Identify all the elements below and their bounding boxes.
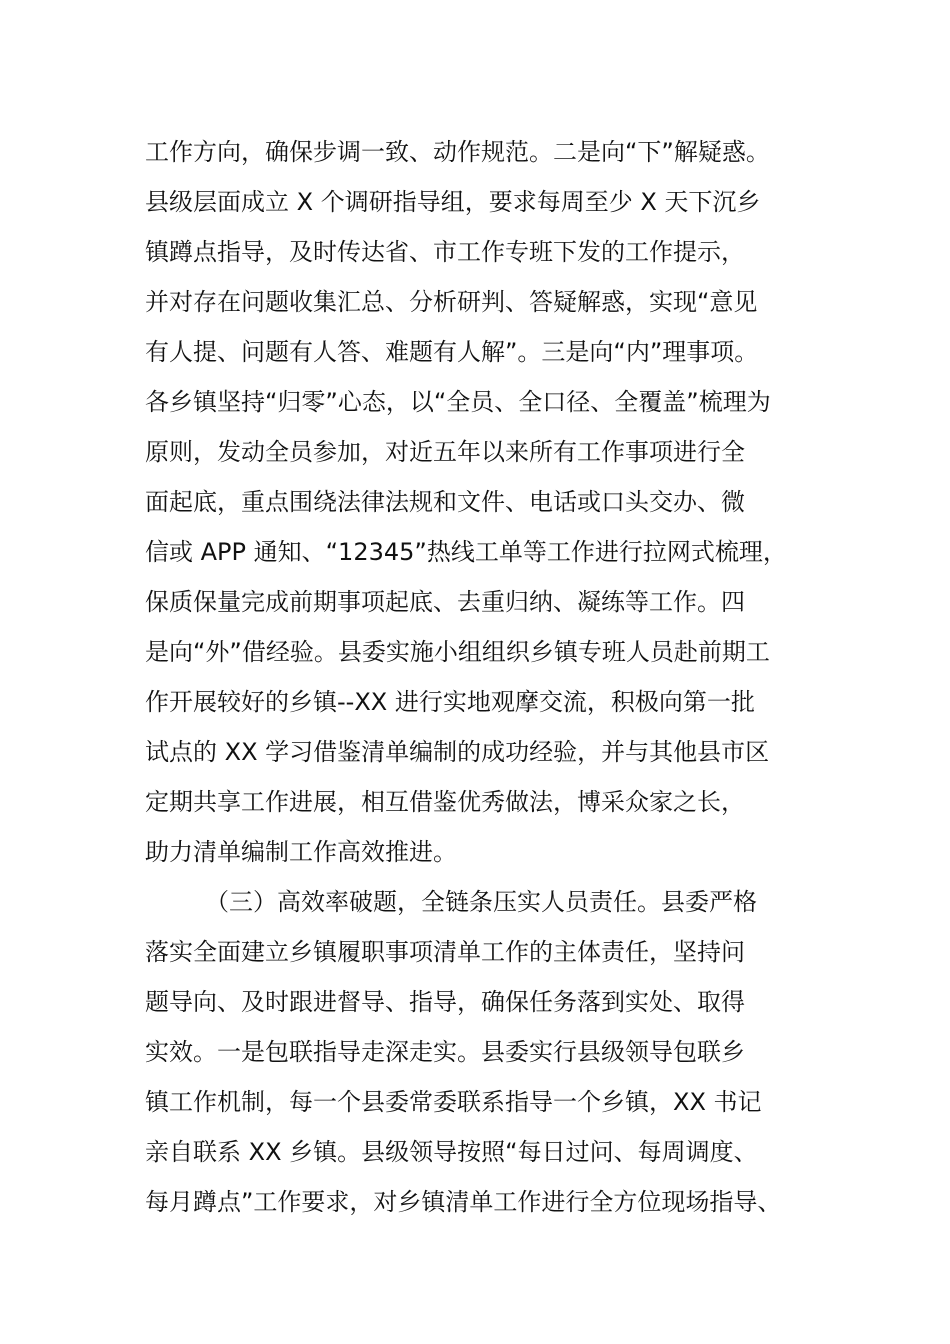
text-line: 有人提、问题有人答、难题有人解”。三是向“内”理事项。 (145, 338, 759, 366)
text-line: 定期共享工作进展，相互借鉴优秀做法，博采众家之长， (145, 788, 745, 816)
text-line: 镇工作机制，每一个县委常委联系指导一个乡镇，XX 书记 (145, 1088, 762, 1116)
section-heading-line: （三）高效率破题，全链条压实人员责任。县委严格 (205, 888, 757, 916)
text-line: 落实全面建立乡镇履职事项清单工作的主体责任，坚持问 (145, 938, 745, 966)
text-line: 每月蹲点”工作要求，对乡镇清单工作进行全方位现场指导、 (145, 1188, 782, 1216)
text-line: 试点的 XX 学习借鉴清单编制的成功经验，并与其他县市区 (145, 738, 770, 766)
text-line: 县级层面成立 X 个调研指导组，要求每周至少 X 天下沉乡 (145, 188, 761, 216)
text-line: 保质保量完成前期事项起底、去重归纳、凝练等工作。四 (145, 588, 745, 616)
text-line: 题导向、及时跟进督导、指导，确保任务落到实处、取得 (145, 988, 745, 1016)
text-line: 信或 APP 通知、“12345”热线工单等工作进行拉网式梳理， (145, 538, 787, 566)
text-line: 镇蹲点指导，及时传达省、市工作专班下发的工作提示， (145, 238, 745, 266)
body-text (145, 127, 825, 1227)
text-line: 并对存在问题收集汇总、分析研判、答疑解惑，实现“意见 (145, 288, 758, 316)
text-line: 原则，发动全员参加，对近五年以来所有工作事项进行全 (145, 438, 745, 466)
text-line: 亲自联系 XX 乡镇。县级领导按照“每日过问、每周调度、 (145, 1138, 758, 1166)
text-line: 作开展较好的乡镇--XX 进行实地观摩交流，积极向第一批 (145, 688, 755, 716)
text-line: 面起底，重点围绕法律法规和文件、电话或口头交办、微 (145, 488, 745, 516)
text-line: 各乡镇坚持“归零”心态，以“全员、全口径、全覆盖”梳理为 (145, 388, 771, 416)
text-line: 实效。一是包联指导走深走实。县委实行县级领导包联乡 (145, 1038, 745, 1066)
text-line: 工作方向，确保步调一致、动作规范。二是向“下”解疑惑。 (145, 138, 770, 166)
text-line: 是向“外”借经验。县委实施小组组织乡镇专班人员赴前期工 (145, 638, 770, 666)
text-line: 助力清单编制工作高效推进。 (145, 838, 457, 866)
